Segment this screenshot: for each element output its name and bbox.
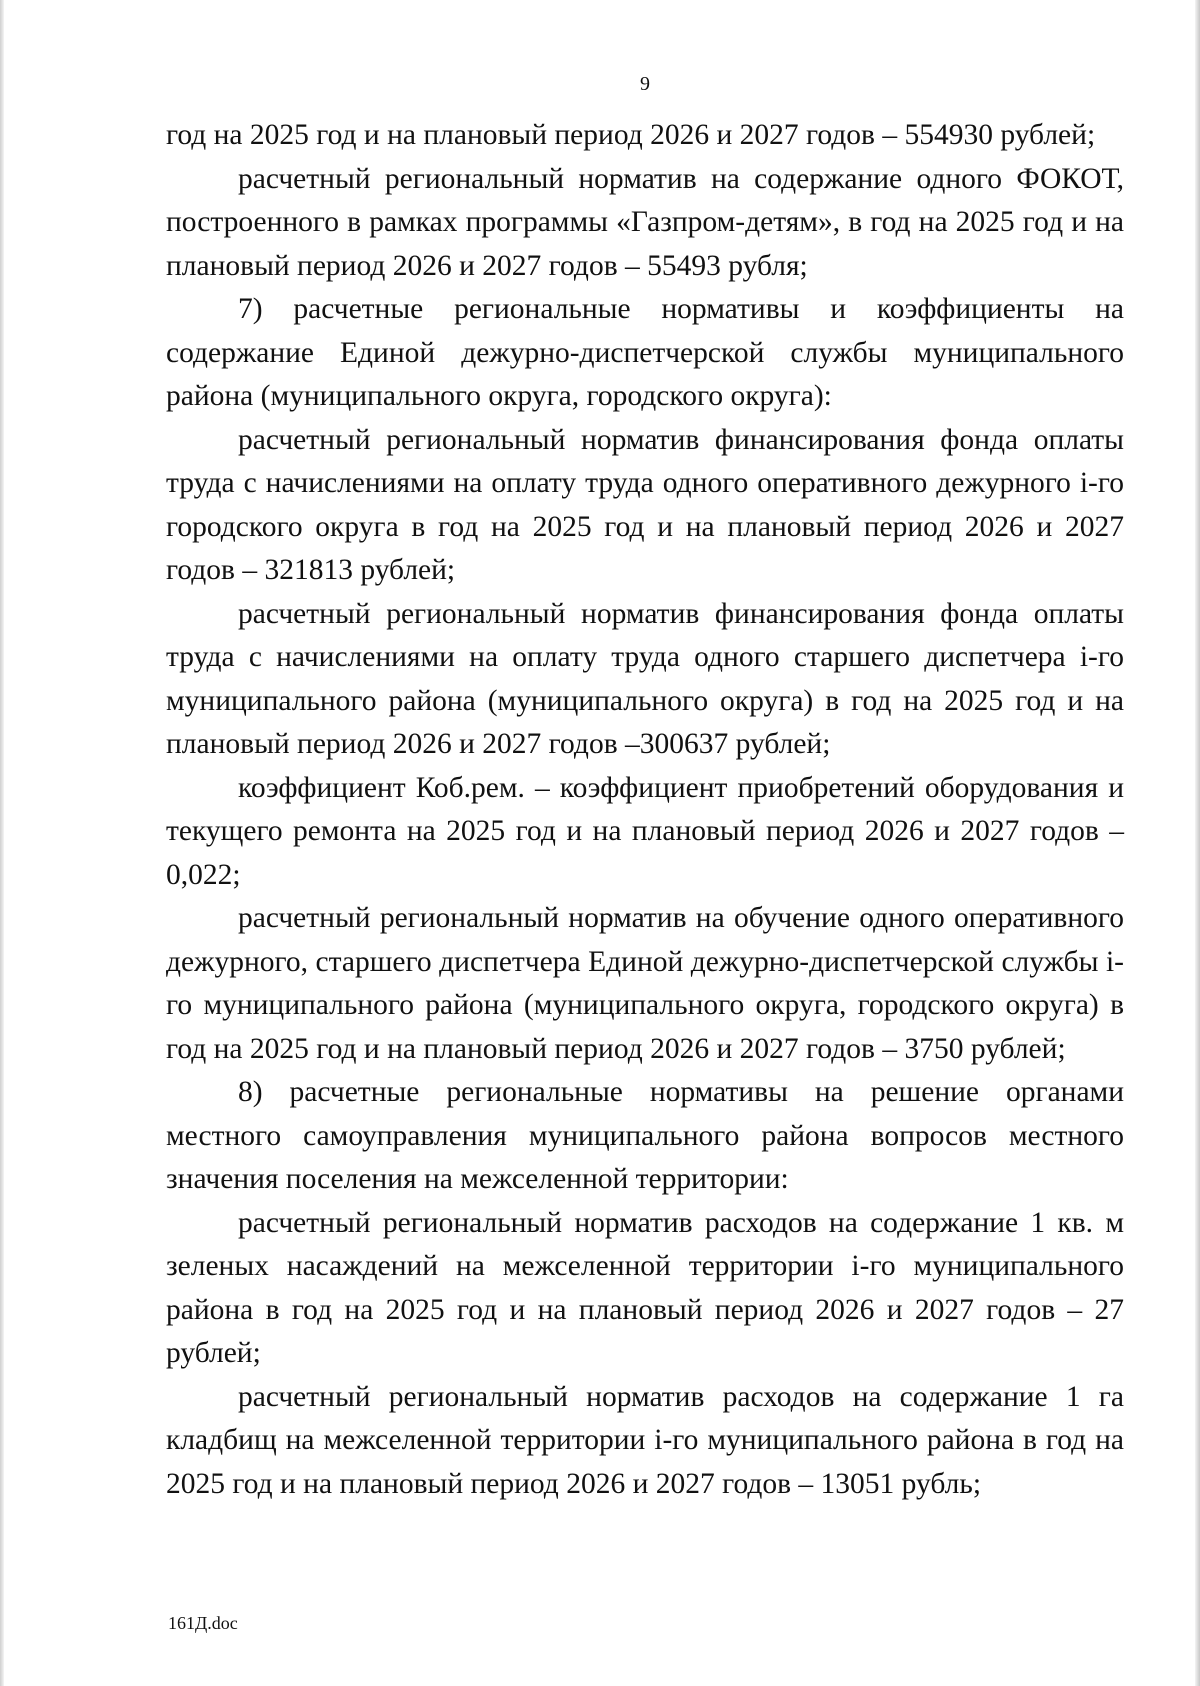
- paragraph-equipment-coefficient: коэффициент Коб.рем. – коэффициент приобретений оборудования и текущего ремонта на 2025 год и на плановый период 2026 и 2027 годов – 0,022;: [166, 771, 1124, 891]
- document-body: [166, 114, 1124, 1506]
- paragraph-cemeteries-norm: расчетный региональный норматив расходов на содержание 1 га кладбищ на межселенной территории i-го муниципального района в год на 2025 год и на плановый период 2026 и 2027 годов – 13051 рубль;: [166, 1380, 1124, 1500]
- paragraph-item-7-heading: 7) расчетные региональные нормативы и коэффициенты на содержание Единой дежурно-диспетчерской службы муниципального района (муниципального округа, городского округа):: [166, 293, 1124, 412]
- paragraph-senior-dispatcher-norm: расчетный региональный норматив финансирования фонда оплаты труда с начислениями на оплату труда одного старшего диспетчера i-го муниципального района (муниципального округа) в год на 2025 год и на плановый период 2026 и 2027 годов –300637 рублей;: [166, 597, 1124, 760]
- scan-edge-left: [0, 0, 4, 1686]
- paragraph-duty-officer-norm: расчетный региональный норматив финансирования фонда оплаты труда с начислениями на оплату труда одного оперативного дежурного i-го городского округа в год на 2025 год и на плановый период 2026 и 2027 годов – 321813 рублей;: [166, 423, 1124, 586]
- page-number: 9: [640, 73, 650, 95]
- footer-filename: 161Д.doc: [168, 1613, 238, 1633]
- paragraph-continuation: год на 2025 год и на плановый период 2026 и 2027 годов – 554930 рублей;: [166, 119, 1096, 151]
- paragraph-green-spaces-norm: расчетный региональный норматив расходов на содержание 1 кв. м зеленых насаждений на межселенной территории i-го муниципального района в год на 2025 год и на плановый период 2026 и 2027 годов – 27 рублей;: [166, 1206, 1124, 1369]
- scan-edge-right: [1195, 0, 1200, 1686]
- paragraph-fokot-norm: расчетный региональный норматив на содержание одного ФОКОТ, построенного в рамках программы «Газпром-детям», в год на 2025 год и на плановый период 2026 и 2027 годов – 55493 рубля;: [166, 162, 1124, 282]
- paragraph-item-8-heading: 8) расчетные региональные нормативы на решение органами местного самоуправления муниципального района вопросов местного значения поселения на межселенной территории:: [166, 1076, 1124, 1195]
- paragraph-training-norm: расчетный региональный норматив на обучение одного оперативного дежурного, старшего диспетчера Единой дежурно-диспетчерской службы i-го муниципального района (муниципального округа, городского округа) в год на 2025 год и на плановый период 2026 и 2027 годов – 3750 рублей;: [166, 902, 1124, 1065]
